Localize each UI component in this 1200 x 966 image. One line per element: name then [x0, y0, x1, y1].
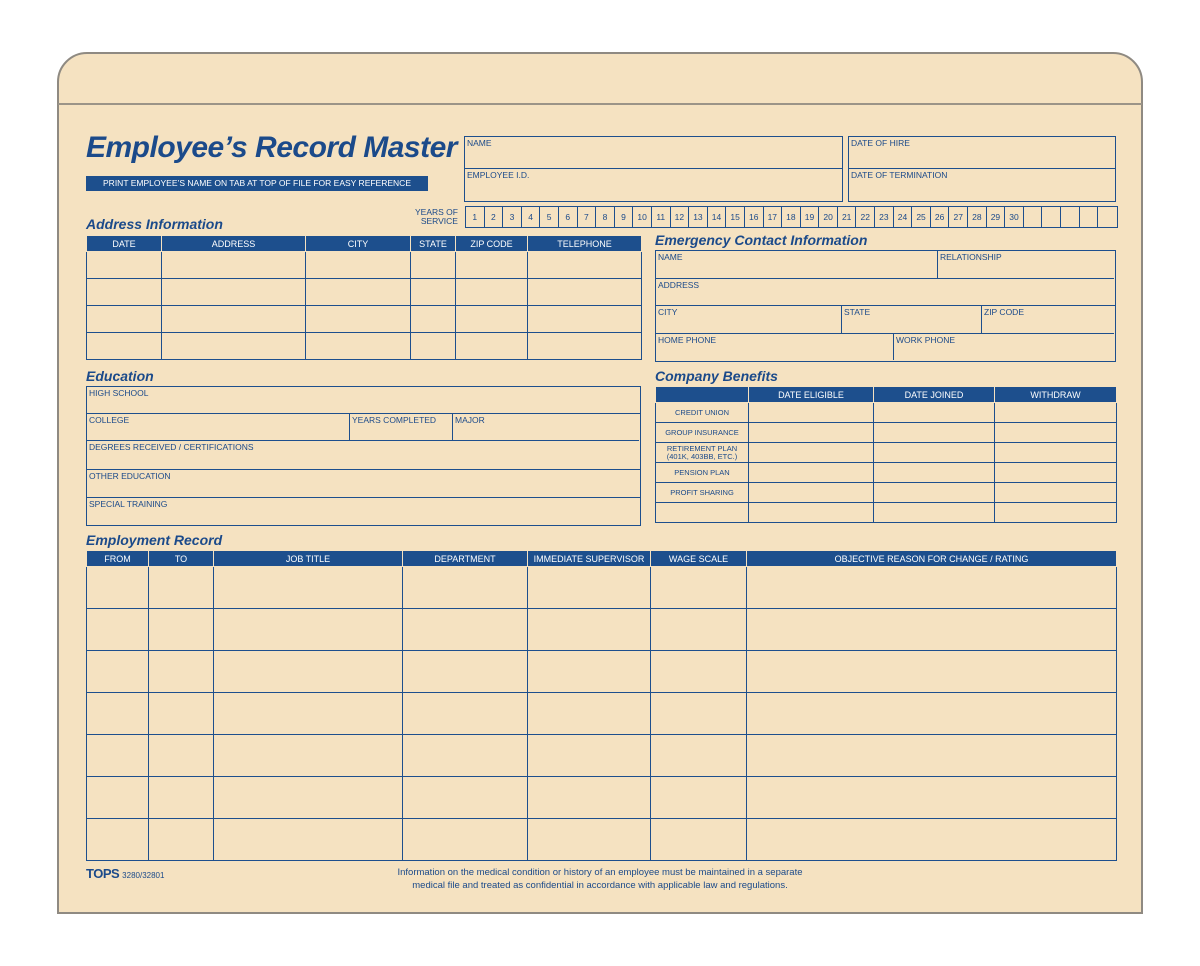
benefit-cell[interactable]	[995, 403, 1117, 423]
year-box[interactable]: 18	[782, 207, 801, 227]
employment-cell[interactable]	[149, 651, 214, 693]
address-cell[interactable]	[306, 252, 411, 279]
emergency-zip-label: ZIP CODE	[984, 307, 1024, 317]
home-phone-field[interactable]	[656, 334, 894, 360]
employment-cell[interactable]	[149, 567, 214, 609]
address-col-header: STATE	[411, 236, 456, 252]
special-training-label: SPECIAL TRAINING	[89, 499, 168, 509]
employment-row	[87, 735, 1117, 777]
folder-tab-fold-line	[58, 103, 1142, 105]
benefit-row-label	[656, 423, 749, 443]
employment-row	[87, 651, 1117, 693]
emergency-contact-box	[655, 250, 1116, 362]
year-box[interactable]: 20	[819, 207, 838, 227]
benefits-heading: Company Benefits	[655, 368, 778, 384]
employment-cell[interactable]	[747, 609, 1117, 651]
address-cell[interactable]	[87, 252, 162, 279]
benefit-cell[interactable]	[874, 463, 995, 483]
year-box[interactable]: 2	[485, 207, 504, 227]
benefit-cell[interactable]	[749, 423, 874, 443]
address-col-header: DATE	[87, 236, 162, 252]
year-box[interactable]: 27	[949, 207, 968, 227]
address-cell[interactable]	[528, 252, 642, 279]
employment-cell[interactable]	[528, 777, 651, 819]
benefit-row-label-line: PENSION PLAN	[674, 467, 730, 477]
high-school-label: HIGH SCHOOL	[89, 388, 149, 398]
year-box[interactable]: 3	[503, 207, 522, 227]
employment-col-header: OBJECTIVE REASON FOR CHANGE / RATING	[747, 551, 1117, 567]
form-title: Employee’s Record Master	[86, 131, 457, 164]
date-of-termination-field[interactable]	[849, 169, 1115, 201]
address-cell[interactable]	[411, 333, 456, 360]
emergency-heading: Emergency Contact Information	[655, 232, 868, 248]
benefit-row-label-line: RETIREMENT PLAN	[666, 443, 738, 453]
benefit-cell[interactable]	[995, 503, 1117, 523]
year-box[interactable]: 8	[596, 207, 615, 227]
year-box[interactable]: 1	[466, 207, 485, 227]
employment-cell[interactable]	[403, 567, 528, 609]
benefits-blank-header	[656, 387, 749, 403]
address-cell[interactable]	[411, 279, 456, 306]
benefit-row-label	[656, 463, 749, 483]
employment-cell[interactable]	[149, 735, 214, 777]
print-instruction-banner: PRINT EMPLOYEE’S NAME ON TAB AT TOP OF FILE FOR EASY REFERENCE	[86, 176, 428, 191]
benefit-row-label	[656, 443, 749, 463]
year-box[interactable]	[1080, 207, 1099, 227]
employment-cell[interactable]	[403, 819, 528, 861]
year-box[interactable]: 22	[856, 207, 875, 227]
address-cell[interactable]	[87, 333, 162, 360]
employment-cell[interactable]	[403, 651, 528, 693]
years-of-service-label-line2: SERVICE	[420, 215, 458, 226]
year-box[interactable]: 14	[708, 207, 727, 227]
benefits-col-header: WITHDRAW	[995, 387, 1117, 403]
address-row	[87, 279, 642, 306]
year-box[interactable]: 16	[745, 207, 764, 227]
employment-cell[interactable]	[87, 609, 149, 651]
employment-cell[interactable]	[528, 651, 651, 693]
address-cell[interactable]	[411, 306, 456, 333]
employment-cell[interactable]	[214, 693, 403, 735]
home-phone-label: HOME PHONE	[658, 335, 717, 345]
year-box[interactable]: 10	[633, 207, 652, 227]
years-completed-label: YEARS COMPLETED	[352, 415, 437, 425]
employee-id-label: EMPLOYEE I.D.	[467, 170, 530, 180]
year-box[interactable]: 25	[912, 207, 931, 227]
year-box[interactable]: 6	[559, 207, 578, 227]
employment-cell[interactable]	[403, 777, 528, 819]
emergency-city-label: CITY	[658, 307, 678, 317]
high-school-field[interactable]	[87, 387, 640, 414]
year-box[interactable]: 11	[652, 207, 671, 227]
address-cell[interactable]	[306, 333, 411, 360]
employment-cell[interactable]	[214, 819, 403, 861]
work-phone-label: WORK PHONE	[896, 335, 956, 345]
address-cell[interactable]	[162, 252, 306, 279]
employment-cell[interactable]	[747, 777, 1117, 819]
other-education-label: OTHER EDUCATION	[89, 471, 171, 481]
employment-cell[interactable]	[747, 567, 1117, 609]
date-of-termination-label: DATE OF TERMINATION	[851, 170, 948, 180]
address-cell[interactable]	[456, 279, 528, 306]
employment-cell[interactable]	[528, 819, 651, 861]
address-cell[interactable]	[306, 279, 411, 306]
employment-cell[interactable]	[87, 651, 149, 693]
benefit-cell[interactable]	[749, 503, 874, 523]
address-row	[87, 252, 642, 279]
employment-cell[interactable]	[149, 819, 214, 861]
address-cell[interactable]	[162, 306, 306, 333]
benefit-row	[656, 463, 1117, 483]
benefit-cell[interactable]	[749, 403, 874, 423]
employment-cell[interactable]	[149, 609, 214, 651]
benefit-row-label	[656, 403, 749, 423]
year-box[interactable]	[1042, 207, 1061, 227]
employment-cell[interactable]	[651, 693, 747, 735]
date-of-hire-field[interactable]	[849, 137, 1115, 169]
major-label: MAJOR	[455, 415, 485, 425]
employment-cell[interactable]	[651, 819, 747, 861]
benefit-cell[interactable]	[749, 483, 874, 503]
year-box[interactable]: 26	[931, 207, 950, 227]
employment-cell[interactable]	[87, 735, 149, 777]
address-cell[interactable]	[528, 333, 642, 360]
employment-row	[87, 819, 1117, 861]
employment-cell[interactable]	[149, 693, 214, 735]
benefit-row-label	[656, 503, 749, 523]
emergency-address-label: ADDRESS	[658, 280, 700, 290]
benefit-row	[656, 503, 1117, 523]
benefits-col-header: DATE JOINED	[874, 387, 995, 403]
employment-row	[87, 777, 1117, 819]
benefit-row-label	[656, 483, 749, 503]
college-field[interactable]	[87, 414, 350, 441]
benefit-row	[656, 423, 1117, 443]
degrees-field[interactable]	[87, 441, 640, 470]
employment-cell[interactable]	[747, 651, 1117, 693]
year-box[interactable]: 17	[764, 207, 783, 227]
address-col-header: CITY	[306, 236, 411, 252]
date-of-hire-label: DATE OF HIRE	[851, 138, 910, 148]
years-of-service-label	[415, 208, 458, 226]
employment-cell[interactable]	[528, 567, 651, 609]
benefit-row	[656, 403, 1117, 423]
employment-cell[interactable]	[214, 735, 403, 777]
address-col-header: TELEPHONE	[528, 236, 642, 252]
address-table	[86, 235, 642, 360]
employment-cell[interactable]	[747, 735, 1117, 777]
employment-cell[interactable]	[403, 609, 528, 651]
benefit-cell[interactable]	[874, 403, 995, 423]
year-box[interactable]	[1024, 207, 1043, 227]
emergency-state-field[interactable]	[842, 306, 982, 334]
year-box[interactable]: 4	[522, 207, 541, 227]
benefit-cell[interactable]	[874, 503, 995, 523]
employment-table	[86, 550, 1117, 861]
year-box[interactable]: 15	[726, 207, 745, 227]
employment-cell[interactable]	[87, 567, 149, 609]
year-box[interactable]: 5	[540, 207, 559, 227]
year-box[interactable]: 30	[1005, 207, 1024, 227]
employment-row	[87, 567, 1117, 609]
address-cell[interactable]	[162, 279, 306, 306]
benefit-row-label-line: (401K, 403BB, ETC.)	[666, 451, 738, 461]
employment-heading: Employment Record	[86, 532, 223, 548]
address-cell[interactable]	[528, 279, 642, 306]
employment-cell[interactable]	[214, 567, 403, 609]
benefits-col-header: DATE ELIGIBLE	[749, 387, 874, 403]
notice-line-2: medical file and treated as confidential in accordance with applicable law and regulations.	[412, 879, 788, 891]
address-col-header: ADDRESS	[162, 236, 306, 252]
years-completed-field[interactable]	[350, 414, 453, 441]
employment-cell[interactable]	[214, 651, 403, 693]
address-col-header: ZIP CODE	[456, 236, 528, 252]
address-row	[87, 306, 642, 333]
year-box[interactable]: 21	[838, 207, 857, 227]
emergency-zip-field[interactable]	[982, 306, 1114, 334]
address-cell[interactable]	[456, 333, 528, 360]
major-field[interactable]	[453, 414, 639, 441]
dates-box	[848, 136, 1116, 202]
employment-cell[interactable]	[87, 777, 149, 819]
benefit-cell[interactable]	[749, 463, 874, 483]
employment-cell[interactable]	[528, 693, 651, 735]
address-heading: Address Information	[86, 216, 223, 232]
benefit-cell[interactable]	[874, 423, 995, 443]
benefits-table	[655, 386, 1117, 523]
relationship-field[interactable]	[938, 251, 1114, 279]
employment-row	[87, 609, 1117, 651]
benefit-row-label-line: PROFIT SHARING	[670, 487, 734, 497]
year-box[interactable]: 28	[968, 207, 987, 227]
emergency-city-field[interactable]	[656, 306, 842, 334]
year-box[interactable]: 13	[689, 207, 708, 227]
employment-cell[interactable]	[214, 777, 403, 819]
employment-row	[87, 693, 1117, 735]
notice-line-1: Information on the medical condition or history of an employee must be maintained in a separate	[397, 867, 803, 878]
employment-cell[interactable]	[214, 609, 403, 651]
year-box[interactable]: 29	[987, 207, 1006, 227]
benefit-cell[interactable]	[749, 443, 874, 463]
work-phone-field[interactable]	[894, 334, 1114, 360]
employment-cell[interactable]	[651, 651, 747, 693]
year-box[interactable]	[1061, 207, 1080, 227]
years-of-service-boxes	[465, 206, 1118, 228]
benefit-cell[interactable]	[874, 483, 995, 503]
address-cell[interactable]	[456, 306, 528, 333]
benefit-row-label-line: GROUP INSURANCE	[665, 427, 739, 437]
benefit-cell[interactable]	[995, 443, 1117, 463]
employment-cell[interactable]	[403, 735, 528, 777]
employment-cell[interactable]	[651, 567, 747, 609]
address-cell[interactable]	[306, 306, 411, 333]
year-box[interactable]: 23	[875, 207, 894, 227]
employment-cell[interactable]	[403, 693, 528, 735]
employment-cell[interactable]	[651, 609, 747, 651]
benefit-row	[656, 483, 1117, 503]
employment-col-header: DEPARTMENT	[403, 551, 528, 567]
year-box[interactable]: 12	[671, 207, 690, 227]
college-label: COLLEGE	[89, 415, 130, 425]
education-heading: Education	[86, 368, 154, 384]
employment-cell[interactable]	[747, 819, 1117, 861]
address-row	[87, 333, 642, 360]
employment-cell[interactable]	[747, 693, 1117, 735]
years-of-service-label-line1: YEARS OF	[415, 207, 458, 217]
emergency-address-field[interactable]	[656, 279, 1115, 306]
employment-col-header: FROM	[87, 551, 149, 567]
special-training-field[interactable]	[87, 498, 640, 524]
employment-cell[interactable]	[87, 693, 149, 735]
employment-col-header: TO	[149, 551, 214, 567]
address-cell[interactable]	[456, 252, 528, 279]
benefit-row	[656, 443, 1117, 463]
address-cell[interactable]	[87, 279, 162, 306]
year-box[interactable]: 9	[615, 207, 634, 227]
name-field[interactable]	[465, 137, 842, 169]
employment-cell[interactable]	[87, 819, 149, 861]
benefit-cell[interactable]	[995, 423, 1117, 443]
emergency-name-field[interactable]	[656, 251, 938, 279]
address-cell[interactable]	[411, 252, 456, 279]
emergency-state-label: STATE	[844, 307, 871, 317]
benefit-row-label-line: CREDIT UNION	[674, 407, 730, 417]
footer-brand	[86, 866, 164, 881]
education-box	[86, 386, 641, 526]
model-number: 3280/32801	[122, 871, 165, 880]
year-box[interactable]: 19	[801, 207, 820, 227]
address-cell[interactable]	[87, 306, 162, 333]
employee-id-field[interactable]	[465, 169, 842, 201]
benefit-cell[interactable]	[995, 463, 1117, 483]
employment-col-header: JOB TITLE	[214, 551, 403, 567]
employment-col-header: WAGE SCALE	[651, 551, 747, 567]
year-box[interactable]: 24	[894, 207, 913, 227]
year-box[interactable]: 7	[578, 207, 597, 227]
degrees-label: DEGREES RECEIVED / CERTIFICATIONS	[89, 442, 254, 452]
address-cell[interactable]	[162, 333, 306, 360]
emergency-name-label: NAME	[658, 252, 683, 262]
benefit-cell[interactable]	[874, 443, 995, 463]
address-cell[interactable]	[528, 306, 642, 333]
benefit-cell[interactable]	[995, 483, 1117, 503]
employment-cell[interactable]	[149, 777, 214, 819]
employment-col-header: IMMEDIATE SUPERVISOR	[528, 551, 651, 567]
tops-logo: TOPS	[86, 866, 120, 881]
name-label: NAME	[467, 138, 492, 148]
employment-cell[interactable]	[651, 777, 747, 819]
year-box[interactable]	[1098, 207, 1117, 227]
other-education-field[interactable]	[87, 470, 640, 498]
relationship-label: RELATIONSHIP	[940, 252, 1002, 262]
name-id-box	[464, 136, 843, 202]
employment-cell[interactable]	[528, 735, 651, 777]
employment-cell[interactable]	[651, 735, 747, 777]
employment-cell[interactable]	[528, 609, 651, 651]
confidentiality-notice	[330, 867, 870, 893]
